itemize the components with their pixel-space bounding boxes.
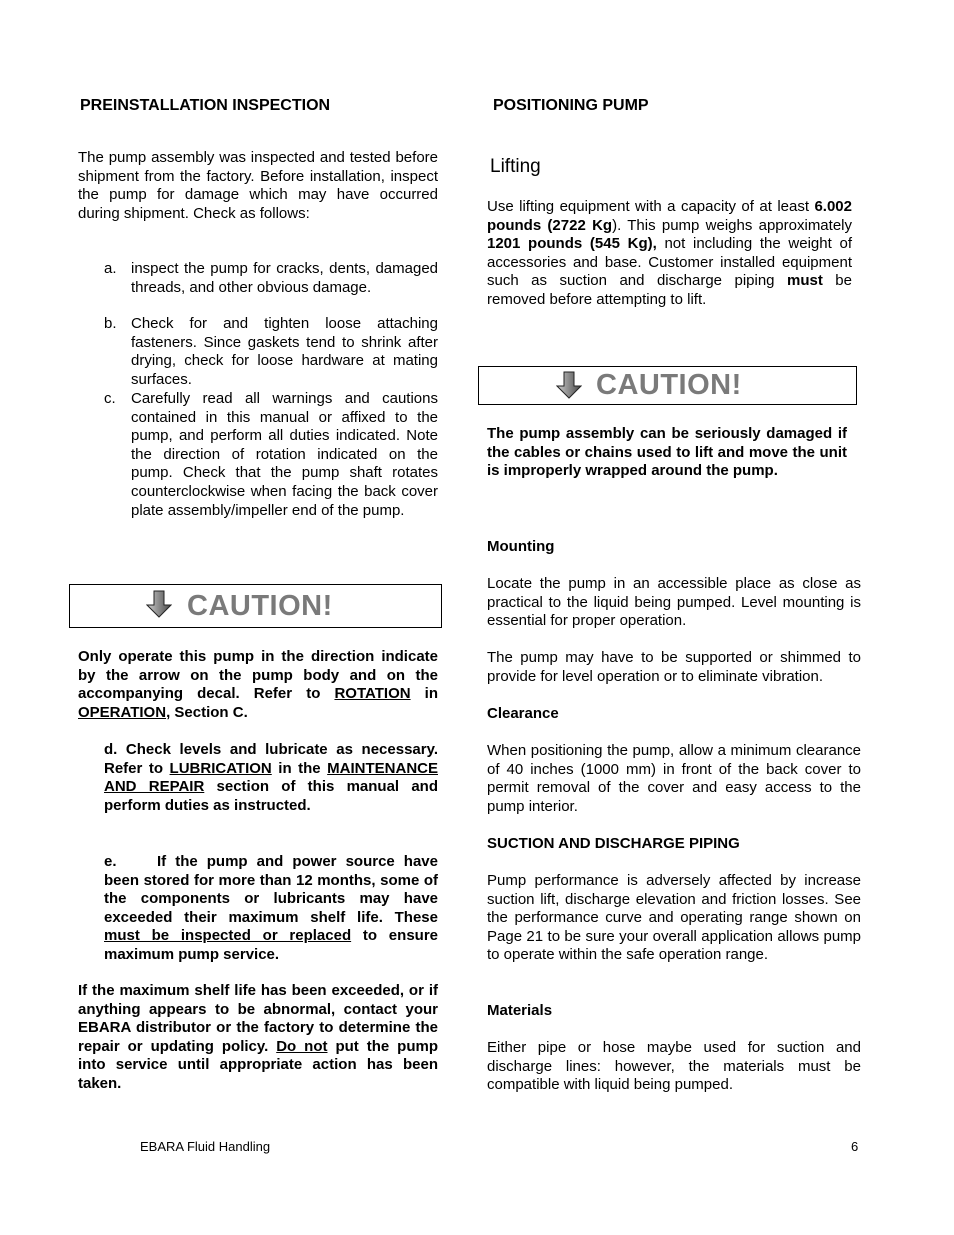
mounting-paragraph-2: The pump may have to be supported or shimmed to provide for level operation or to eliminate vibration.: [487, 649, 861, 685]
down-arrow-icon: [556, 371, 582, 399]
list-item: [104, 260, 438, 297]
preinstallation-intro: The pump assembly was inspected and tested before shipment from the factory. Before installation, inspect the pump for damage which may have occurred during shipment. Check as follows:: [78, 149, 438, 222]
list-text: inspect the pump for cracks, dents, damaged threads, and other obvious damage.: [131, 260, 438, 296]
clearance-paragraph: When positioning the pump, allow a minimum clearance of 40 inches (1000 mm) in front of the back cover to permit removal of the cover and easy access to the pump interior.: [487, 742, 861, 815]
do-not-emphasis: Do not: [276, 1037, 328, 1055]
rotation-caution-text: Only operate this pump in the direction indicate by the arrow on the pump body and on the accompanying decal. Refer to ROTATION in OPERATION, Section C.: [78, 648, 439, 721]
materials-title: Materials: [487, 1002, 553, 1019]
maintenance-reference: MAINTENANCE AND REPAIR: [104, 759, 438, 796]
lifting-paragraph: Use lifting equipment with a capacity of at least 6.002 pounds (2722 Kg). This pump weighs approximately 1201 pounds (545 Kg), not including the weight of accessories and base. Customer installed equipment such as suction and discharge piping must be removed before attempting to lift.: [487, 198, 852, 308]
caution-label: CAUTION!: [187, 590, 333, 622]
materials-paragraph: Either pipe or hose maybe used for suction and discharge lines: however, the materials must be compatible with liquid being pumped.: [487, 1039, 861, 1094]
shelf-life-notice: If the maximum shelf life has been exceeded, or if anything appears to be abnormal, contact your EBARA distributor or the factory to determine the repair or updating policy. Do not put the pump into service until appropriate action has been taken.: [78, 982, 439, 1092]
list-text: Carefully read all warnings and cautions contained in this manual or affixed to the pump, and perform all duties indicated. Note the direction of rotation indicated on the pump. Check that the pump shaft rotates counterclockwise when facing the back cover plate assembly/impeller end of the pump.: [131, 390, 438, 519]
piping-paragraph: Pump performance is adversely affected by increase suction lift, discharge elevation and friction losses. See the performance curve and operating range shown on Page 21 to be sure your overall application allows pump to operate within the safe operation range.: [487, 872, 861, 964]
list-marker: a.: [104, 260, 117, 277]
caution-box: [69, 584, 442, 628]
list-marker: b.: [104, 315, 117, 332]
item-e: If the pump and power source have been stored for more than 12 months, some of the components or lubricants may have exceeded their maximum shelf life. These must be inspected or replaced to ensure maximum pump service.: [104, 853, 438, 963]
list-item: [104, 390, 438, 520]
list-item: [104, 315, 438, 389]
item-e-marker: e.: [104, 853, 117, 870]
preinstallation-heading: PREINSTALLATION INSPECTION: [80, 97, 331, 114]
list-marker: c.: [104, 390, 116, 407]
page-number: 6: [851, 1139, 859, 1154]
lubrication-reference: LUBRICATION: [169, 759, 272, 777]
clearance-title: Clearance: [487, 705, 559, 722]
piping-title: SUCTION AND DISCHARGE PIPING: [487, 835, 740, 852]
operation-reference: OPERATION: [78, 703, 167, 721]
footer-company: EBARA Fluid Handling: [140, 1139, 271, 1154]
mounting-title: Mounting: [487, 538, 555, 555]
caution-box: [478, 366, 857, 405]
rotation-reference: ROTATION: [334, 685, 411, 703]
positioning-heading: POSITIONING PUMP: [493, 97, 649, 114]
item-d: d. Check levels and lubricate as necessary. Refer to LUBRICATION in the MAINTENANCE AND REPAIR section of this manual and perform duties as instructed.: [104, 741, 438, 814]
caution-label: CAUTION!: [596, 369, 742, 401]
list-text: Check for and tighten loose attaching fasteners. Since gaskets tend to shrink after drying, check for loose hardware at mating surfaces.: [131, 315, 438, 388]
lifting-caution-text: The pump assembly can be seriously damaged if the cables or chains used to lift and move the unit is improperly wrapped around the pump.: [487, 425, 847, 480]
mounting-paragraph-1: Locate the pump in an accessible place as close as practical to the liquid being pumped. Level mounting is essential for proper operation.: [487, 575, 861, 630]
inspect-replace-emphasis: must be inspected or replaced: [104, 927, 352, 945]
lifting-title: Lifting: [490, 156, 541, 177]
down-arrow-icon: [146, 590, 172, 618]
